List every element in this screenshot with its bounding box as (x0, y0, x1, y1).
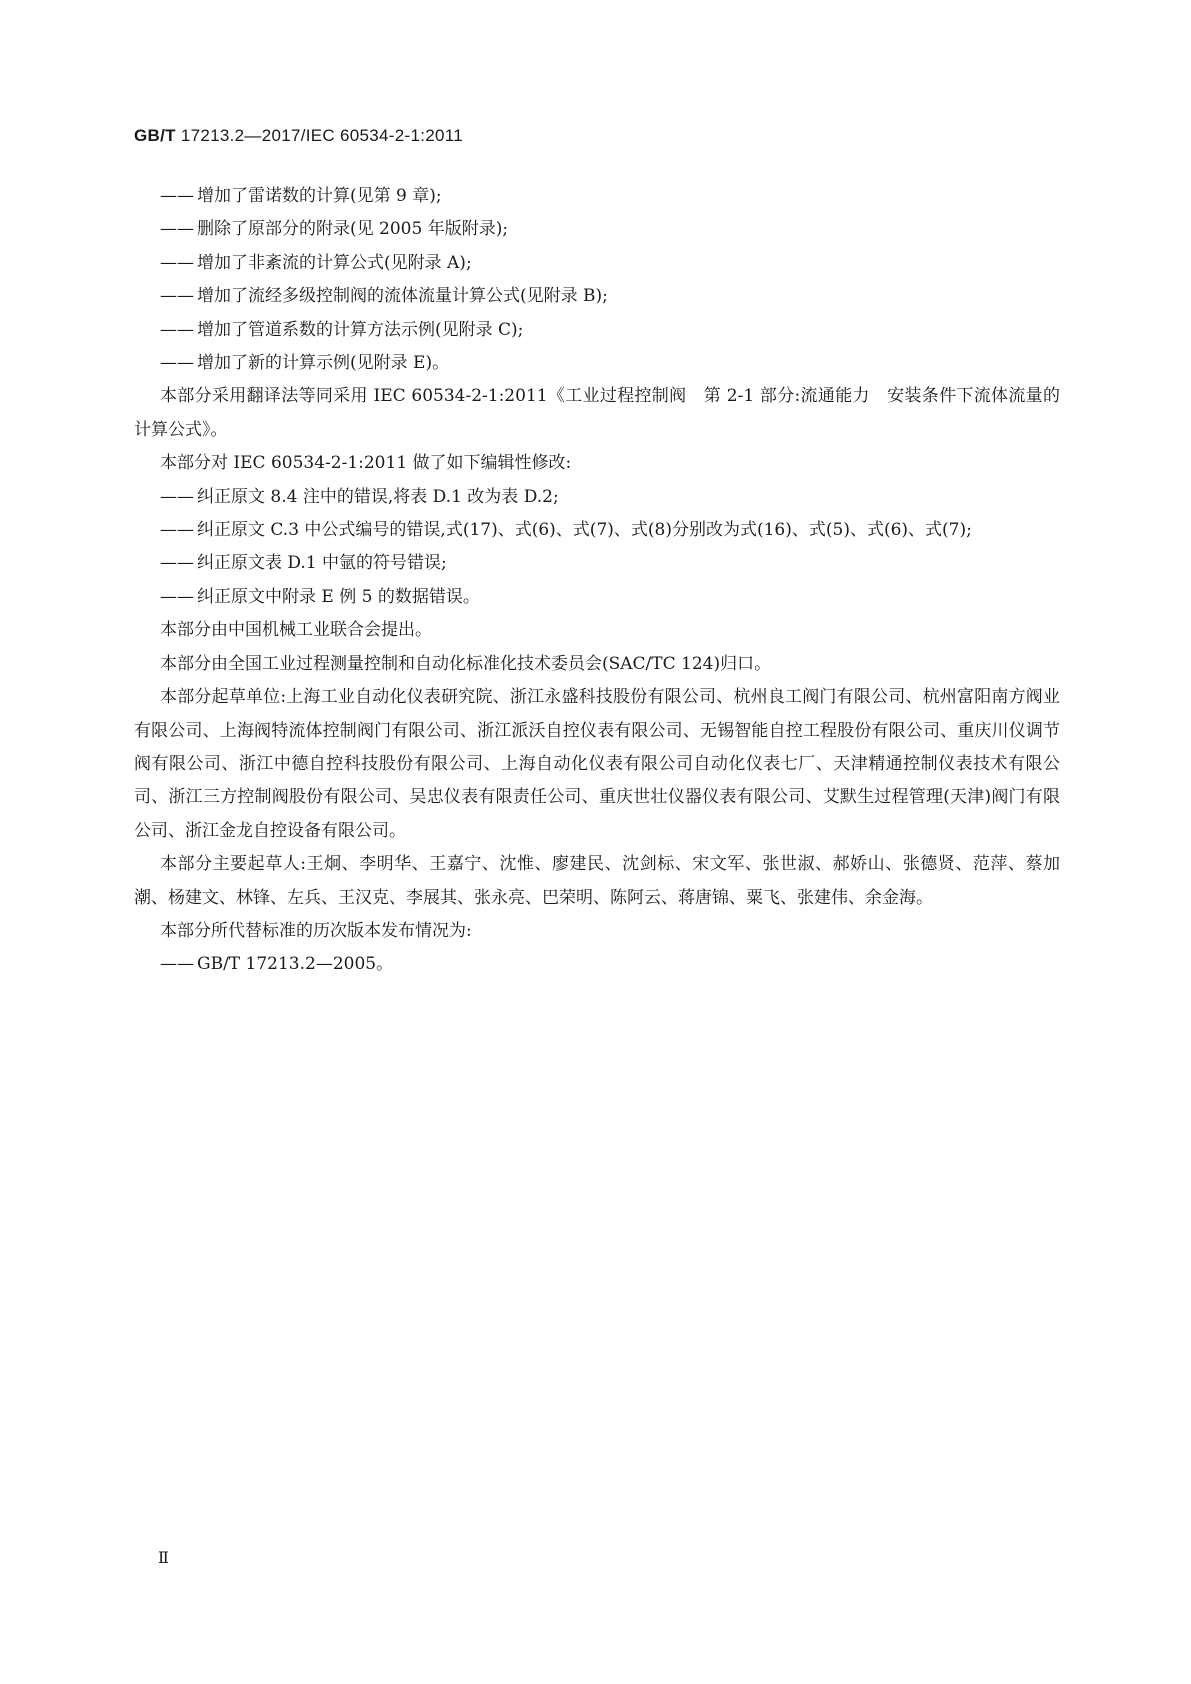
change-item: —— 增加了雷诺数的计算(见第 9 章); (160, 186, 442, 206)
page-number: Ⅱ (158, 1548, 169, 1567)
standard-code-prefix: GB/T (134, 126, 176, 145)
history-intro: 本部分所代替标准的历次版本发布情况为: (160, 920, 472, 941)
standard-code-number: 17213.2—2017/IEC 60534-2-1:2011 (180, 126, 463, 145)
foreword-body (134, 180, 1060, 982)
editorial-change-item: —— 纠正原文 C.3 中公式编号的错误,式(17)、式(6)、式(7)、式(8)分别改为式(16)、式(5)、式(6)、式(7); (160, 520, 972, 541)
standard-code-header (134, 126, 463, 146)
change-item: —— 增加了流经多级控制阀的流体流量计算公式(见附录 B); (160, 286, 608, 307)
drafters-paragraph: 本部分主要起草人:王炯、李明华、王嘉宁、沈惟、廖建民、沈剑标、宋文军、张世淑、郝娇山、张德贤、范萍、蔡加潮、杨建文、林锋、左兵、王汉克、李展其、张永亮、巴荣明、陈阿云、蒋唐锦、粟飞、张建伟、余金海。 (134, 854, 1060, 908)
change-item: —— 删除了原部分的附录(见 2005 年版附录); (160, 219, 509, 240)
editorial-change-item: —— 纠正原文表 D.1 中氩的符号错误; (160, 553, 447, 574)
change-item: —— 增加了新的计算示例(见附录 E)。 (160, 353, 450, 374)
editorial-intro: 本部分对 IEC 60534-2-1:2011 做了如下编辑性修改: (160, 453, 572, 474)
adoption-paragraph: 本部分采用翻译法等同采用 IEC 60534-2-1:2011《工业过程控制阀 第 2-1 部分:流通能力 安装条件下流体流量的计算公式》。 (134, 386, 1060, 440)
centralized-by-paragraph: 本部分由全国工业过程测量控制和自动化标准化技术委员会(SAC/TC 124)归口。 (160, 653, 772, 674)
editorial-change-item: —— 纠正原文中附录 E 例 5 的数据错误。 (160, 586, 480, 607)
history-item: —— GB/T 17213.2—2005。 (160, 954, 394, 975)
change-item: —— 增加了非紊流的计算公式(见附录 A); (160, 252, 472, 273)
editorial-change-item: —— 纠正原文 8.4 注中的错误,将表 D.1 改为表 D.2; (160, 486, 559, 507)
drafting-units-paragraph: 本部分起草单位:上海工业自动化仪表研究院、浙江永盛科技股份有限公司、杭州良工阀门有限公司、杭州富阳南方阀业有限公司、上海阀特流体控制阀门有限公司、浙江派沃自控仪表有限公司、无锡智能自控工程股份有限公司、重庆川仪调节阀有限公司、浙江中德自控科技股份有限公司、上海自动化仪表有限公司自动化仪表七厂、天津精通控制仪表技术有限公司、浙江三方控制阀股份有限公司、吴忠仪表有限责任公司、重庆世壮仪器仪表有限公司、艾默生过程管理(天津)阀门有限公司、浙江金龙自控设备有限公司。 (134, 687, 1060, 841)
proposed-by-paragraph: 本部分由中国机械工业联合会提出。 (160, 620, 432, 641)
change-item: —— 增加了管道系数的计算方法示例(见附录 C); (160, 319, 524, 340)
